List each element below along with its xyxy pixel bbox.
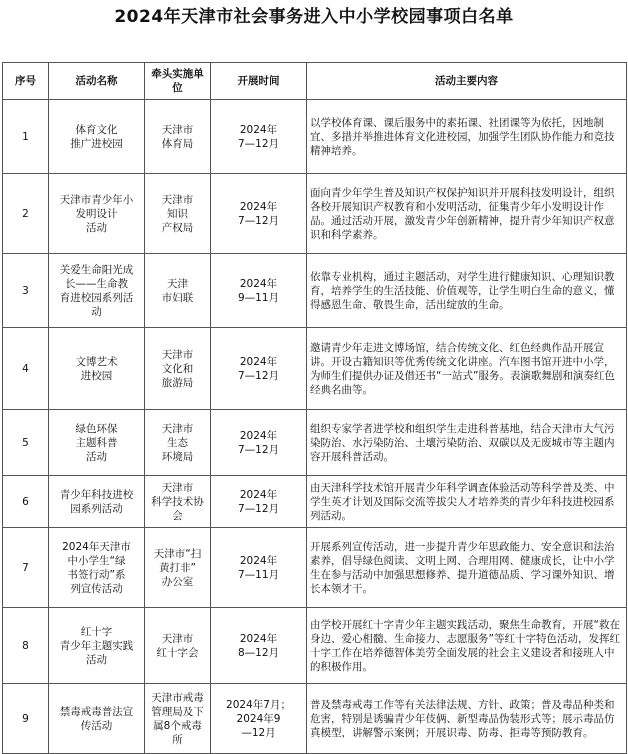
row-no: 3	[3, 254, 49, 328]
row-name: 青少年科技进校 园系列活动	[49, 476, 145, 528]
row-org: 天津市 文化和 旅游局	[145, 328, 211, 410]
table-row	[3, 684, 627, 754]
row-org: 天津市 科学技术协 会	[145, 476, 211, 528]
row-org: 天津市戒毒 管理局及下 属8个戒毒 所	[145, 684, 211, 754]
row-time: 2024年 7—12月	[211, 174, 307, 254]
table-row	[3, 608, 627, 684]
row-org: 天津市 生态 环境局	[145, 410, 211, 476]
row-name: 体育文化 推广进校园	[49, 100, 145, 174]
row-content: 以学校体育课、课后服务中的素拓课、社团课等为依托，因地制宜、多措并举推进体育文化进校园，加强学生团队协作能力和竞技精神培养。	[307, 100, 627, 174]
row-content: 普及禁毒戒毒工作等有关法律法规、方针、政策；普及毒品种类和危害，特别是诱骗青少年伎俩、新型毒品伪装形式等；展示毒品仿真模型，讲解警示案例；开展识毒、防毒、拒毒等预防教育。	[307, 684, 627, 754]
table-row	[3, 476, 627, 528]
header-content: 活动主要内容	[307, 63, 627, 100]
table-header-row	[3, 63, 627, 100]
table-row	[3, 254, 627, 328]
row-time: 2024年7月； 2024年9 —12月	[211, 684, 307, 754]
row-content: 开展系列宣传活动，进一步提升青少年思政能力、安全意识和法治素养，倡导绿色阅读、文明上网、合理用网、健康成长，让中小学生在参与活动中加强思想修养、提升道德品质、学习课外知识、增长本领才干。	[307, 528, 627, 608]
row-name: 绿色环保 主题科普 活动	[49, 410, 145, 476]
row-content: 面向青少年学生普及知识产权保护知识并开展科技发明设计，组织各校开展知识产权教育和小发明活动，征集青少年小发明设计作品。通过活动开展，激发青少年创新精神，提升青少年知识产权意识和科学素养。	[307, 174, 627, 254]
row-time: 2024年 7—12月	[211, 410, 307, 476]
row-org: 天津市“扫 黄打非” 办公室	[145, 528, 211, 608]
row-content: 由学校开展红十字青少年主题实践活动，聚焦生命教育，开展“救在身边、爱心相髓、生命接力、志愿服务”等红十字特色活动，发挥红十字工作在培养德智体美劳全面发展的社会主义建设者和接班人中的积极作用。	[307, 608, 627, 684]
row-time: 2024年 7—12月	[211, 328, 307, 410]
whitelist-table	[2, 62, 627, 754]
row-no: 1	[3, 100, 49, 174]
row-content: 邀请青少年走进文博场馆，结合传统文化、红色经典作品开展宣讲。开设古籍知识等优秀传统文化讲座。汽车图书馆开进中小学，为师生们提供办证及借还书“一站式”服务。表演歌舞剧和演奏红色经典名曲等。	[307, 328, 627, 410]
page-title: 2024年天津市社会事务进入中小学校园事项白名单	[114, 7, 514, 27]
row-name: 2024年天津市 中小学生“绿 书签行动”系 列宣传活动	[49, 528, 145, 608]
row-name: 文博艺术 进校园	[49, 328, 145, 410]
row-name: 红十字 青少年主题实践 活动	[49, 608, 145, 684]
row-content: 组织专家学者进学校和组织学生走进科普基地，结合天津市大气污染防治、水污染防治、土壤污染防治、双碳以及无废城市等主题内容开展科普活动。	[307, 410, 627, 476]
row-time: 2024年 8—12月	[211, 608, 307, 684]
row-name: 关爱生命阳光成 长——生命教 育进校园系列活 动	[49, 254, 145, 328]
row-time: 2024年 9—11月	[211, 254, 307, 328]
header-time: 开展时间	[211, 63, 307, 100]
row-no: 8	[3, 608, 49, 684]
table-row	[3, 410, 627, 476]
table-row	[3, 528, 627, 608]
row-content: 依靠专业机构，通过主题活动，对学生进行健康知识、心理知识教育，培养学生的生活技能、价值观等，让学生明白生命的意义，懂得感恩生命、敬畏生命，活出绽放的生命。	[307, 254, 627, 328]
row-time: 2024年 7—11月	[211, 528, 307, 608]
row-org: 天津市 知识 产权局	[145, 174, 211, 254]
row-name: 禁毒戒毒普法宣 传活动	[49, 684, 145, 754]
table-row	[3, 328, 627, 410]
header-no: 序号	[3, 63, 49, 100]
header-org: 牵头实施单位	[145, 63, 211, 100]
table-row	[3, 174, 627, 254]
row-name: 天津市青少年小 发明设计 活动	[49, 174, 145, 254]
row-content: 由天津科学技术馆开展青少年科学调查体验活动等科学普及类、中学生英才计划及国际交流等拔尖人才培养类的青少年科技进校园系列活动。	[307, 476, 627, 528]
row-no: 5	[3, 410, 49, 476]
row-time: 2024年 7—12月	[211, 476, 307, 528]
row-org: 天津市 红十字会	[145, 608, 211, 684]
row-time: 2024年 7—12月	[211, 100, 307, 174]
row-no: 7	[3, 528, 49, 608]
row-no: 6	[3, 476, 49, 528]
row-org: 天津市 体育局	[145, 100, 211, 174]
table-row	[3, 100, 627, 174]
row-org: 天津 市妇联	[145, 254, 211, 328]
header-name: 活动名称	[49, 63, 145, 100]
row-no: 4	[3, 328, 49, 410]
row-no: 2	[3, 174, 49, 254]
row-no: 9	[3, 684, 49, 754]
